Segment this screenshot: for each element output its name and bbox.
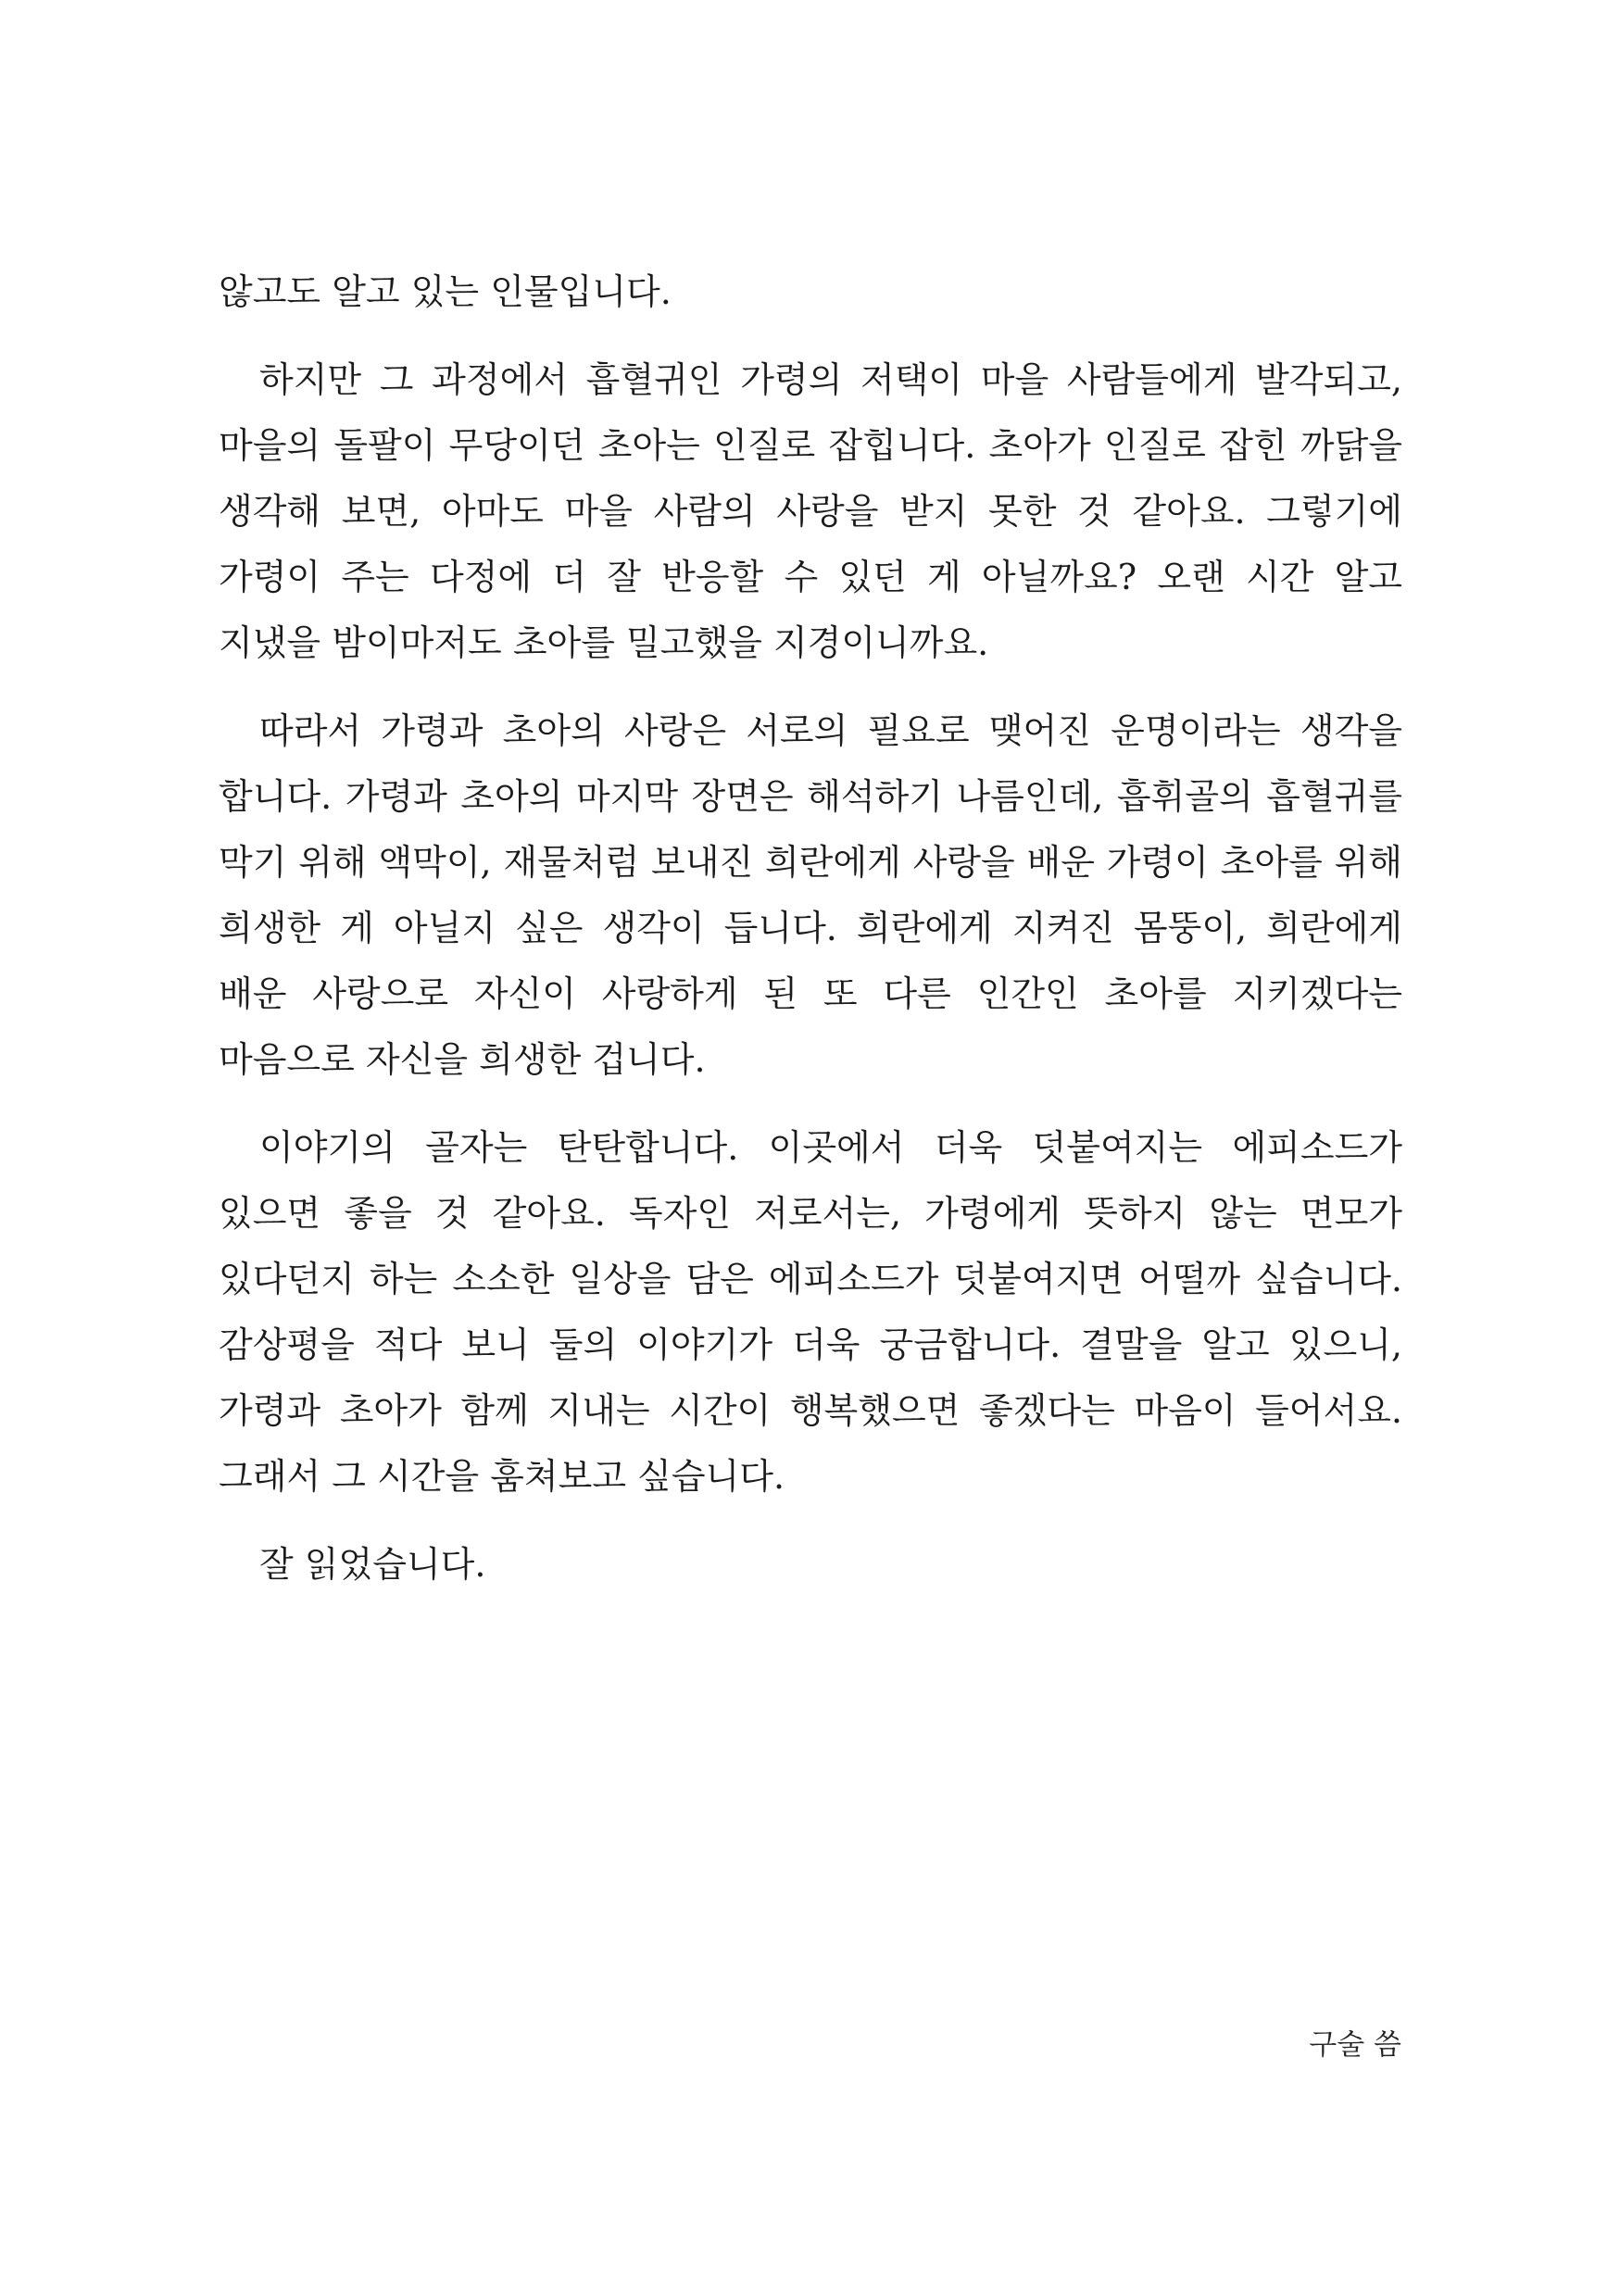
paragraph-continuation: 않고도 알고 있는 인물입니다. [219, 271, 672, 312]
author-signature: 구술 씀 [1309, 2028, 1401, 2062]
paragraph-suggestion: 이야기의 골자는 탄탄합니다. 이곳에서 더욱 덧붙여지는 에피소드가 있으면 좋을 것 같아요. 독자인 저로서는, 가령에게 뜻하지 않는 면모가 있다던지 하는 소소한 일상을 담은 에피소드가 덧붙여지면 어떨까 싶습니다. 감상평을 적다 보니 둘의 이야기가 더욱 궁금합니다. 결말을 알고 있으니, 가령과 초아가 함께 지내는 시간이 행복했으면 좋겠다는 마음이 들어서요. 그래서 그 시간을 훔쳐보고 싶습니다. [219, 1127, 1402, 1497]
paragraph-fate: 따라서 가령과 초아의 사랑은 서로의 필요로 맺어진 운명이라는 생각을 합니다. 가령과 초아의 마지막 장면은 해석하기 나름인데, 흡휘골의 흡혈귀를 막기 위해 액막이, 재물처럼 보내진 희란에게 사랑을 배운 가령이 초아를 위해 희생한 게 아닐지 싶은 생각이 듭니다. 희란에게 지켜진 몸뚱이, 희란에게 배운 사랑으로 자신이 사랑하게 된 또 다른 인간인 초아를 지키겠다는 마음으로 자신을 희생한 겁니다. [219, 710, 1402, 1080]
paragraph-hostage: 하지만 그 과정에서 흡혈귀인 가령의 저택이 마을 사람들에게 발각되고, 마을의 돌팔이 무당이던 초아는 인질로 잡힙니다. 초아가 인질로 잡힌 까닭을 생각해 보면, 아마도 마을 사람의 사랑을 받지 못한 것 같아요. 그렇기에 가령이 주는 다정에 더 잘 반응할 수 있던 게 아닐까요? 오랜 시간 알고 지냈을 밤이마저도 초아를 밀고했을 지경이니까요. [219, 359, 1402, 663]
paragraph-closing: 잘 읽었습니다. [259, 1544, 486, 1585]
review-body [219, 259, 1402, 1620]
